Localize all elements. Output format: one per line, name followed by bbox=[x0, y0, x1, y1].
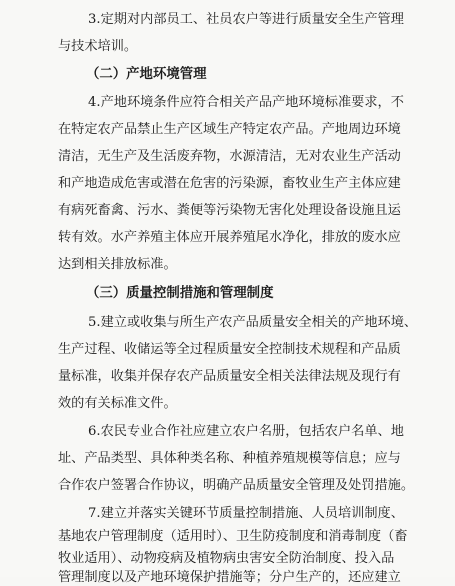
paragraph-3-line-1: 3.定期对内部员工、社员农户等进行质量安全生产管理 bbox=[88, 12, 404, 27]
paragraph-4-line-6: 转有效。水产养殖主体应开展养殖尾水净化，排放的废水应 bbox=[58, 230, 401, 245]
paragraph-5-line-4: 效的有关标准文件。 bbox=[58, 396, 177, 411]
paragraph-4-line-2: 在特定农产品禁止生产区域生产特定农产品。产地周边环境 bbox=[58, 122, 401, 137]
paragraph-7-line-3: 牧业适用）、动物疫病及植物病虫害安全防治制度、投入品 bbox=[58, 551, 395, 566]
paragraph-5-line-2: 生产过程、收储运等全过程质量安全控制技术规程和产品质 bbox=[58, 342, 401, 357]
paragraph-7-line-2: 基地农户管理制度（适用时）、卫生防疫制度和消毒制度（畜 bbox=[58, 529, 408, 544]
paragraph-5-line-3: 量标准，收集并保存农产品质量安全相关法律法规及现行有 bbox=[58, 369, 401, 384]
paragraph-6-line-2: 址、产品类型、具体种类名称、种植养殖规模等信息；应与 bbox=[58, 451, 401, 466]
paragraph-4-line-3: 清洁，无生产及生活废弃物，水源清洁，无对农业生产活动 bbox=[58, 149, 401, 164]
paragraph-4-line-5: 有病死畜禽、污水、粪便等污染物无害化处理设备设施且运 bbox=[58, 203, 401, 218]
section-heading-environment: （二）产地环境管理 bbox=[86, 67, 207, 82]
section-heading-quality-control: （三）质量控制措施和管理制度 bbox=[86, 286, 274, 301]
paragraph-6-line-1: 6.农民专业合作社应建立农户名册，包括农户名单、地 bbox=[88, 424, 404, 439]
paragraph-7-line-1: 7.建立并落实关键环节质量控制措施、人员培训制度、 bbox=[88, 506, 404, 521]
paragraph-4-line-7: 达到相关排放标准。 bbox=[58, 257, 177, 272]
paragraph-7-line-4: 管理制度以及产地环境保护措施等；分户生产的，还应建立 bbox=[58, 570, 401, 585]
paragraph-4-line-1: 4.产地环境条件应符合相关产品产地环境标准要求，不 bbox=[88, 95, 404, 110]
paragraph-5-line-1: 5.建立或收集与所生产农产品质量安全相关的产地环境、 bbox=[88, 315, 418, 330]
paragraph-3-line-2: 与技术培训。 bbox=[58, 39, 138, 54]
paragraph-6-line-3: 合作农户签署合作协议，明确产品质量安全管理及处罚措施。 bbox=[58, 478, 415, 493]
paragraph-4-line-4: 和产地造成危害或潜在危害的污染源，畜牧业生产主体应建 bbox=[58, 176, 401, 191]
